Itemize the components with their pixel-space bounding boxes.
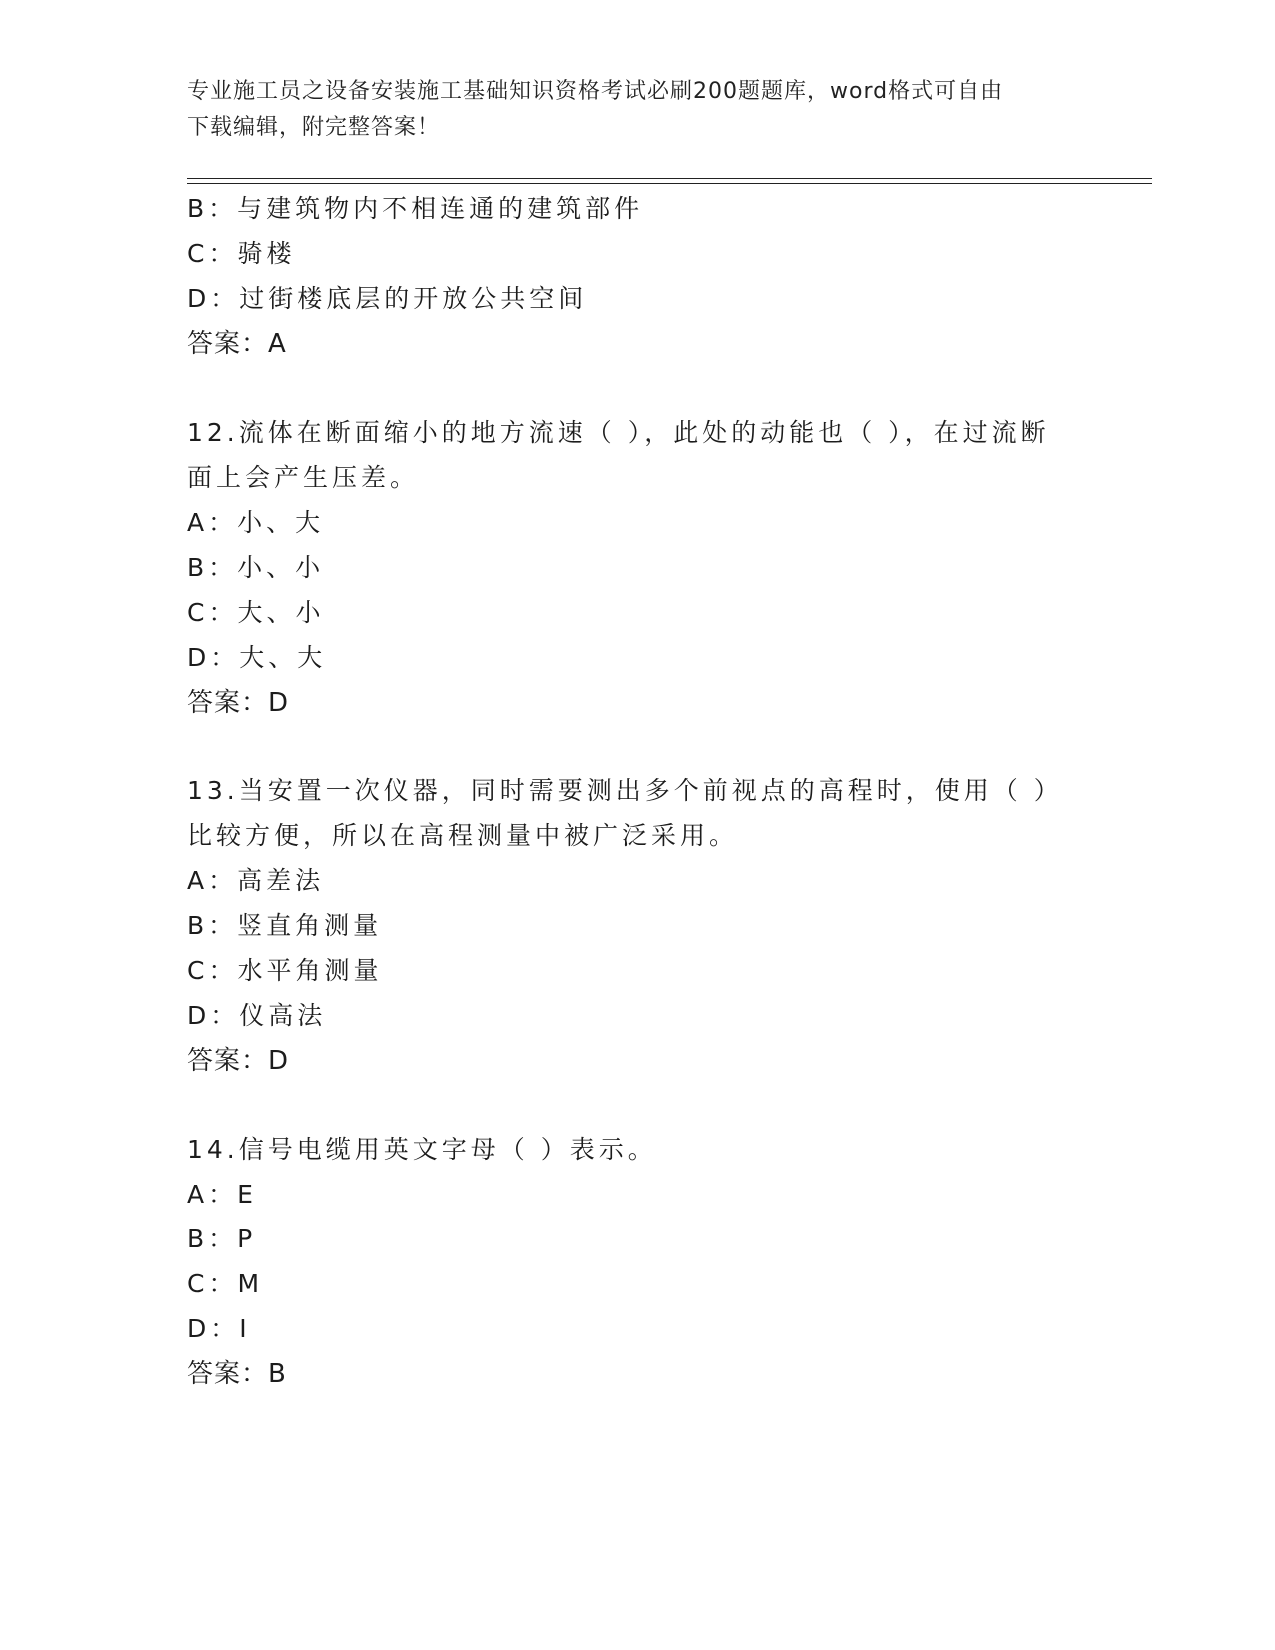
q12-option-a: A：小、大 (187, 508, 325, 537)
q14-answer: 答案：B (187, 1359, 287, 1389)
q12-option-b: B：小、小 (187, 553, 325, 582)
q13-stem-line-1: 13.当安置一次仪器，同时需要测出多个前视点的高程时，使用（ ） (187, 776, 1063, 805)
header-line-2: 下载编辑，附完整答案！ (187, 115, 441, 140)
q14-option-c: C：M (187, 1269, 264, 1298)
q13-stem-line-2: 比较方便，所以在高程测量中被广泛采用。 (187, 821, 739, 850)
q14-option-b: B：P (187, 1224, 257, 1253)
q14-stem-line-1: 14.信号电缆用英文字母（ ）表示。 (187, 1135, 657, 1164)
q13-option-b: B：竖直角测量 (187, 911, 383, 940)
header-divider-top (187, 178, 1152, 179)
q13-option-d: D：仪高法 (187, 1001, 327, 1030)
q13-option-c: C：水平角测量 (187, 956, 383, 985)
q12-stem-line-1: 12.流体在断面缩小的地方流速（ ），此处的动能也（ ），在过流断 (187, 418, 1050, 447)
q12-option-c: C：大、小 (187, 598, 325, 627)
header-divider-bottom (187, 183, 1152, 184)
q12-answer: 答案：D (187, 688, 290, 718)
prev-option-b: B：与建筑物内不相连通的建筑部件 (187, 194, 644, 223)
document-header (187, 74, 1067, 146)
prev-answer: 答案：A (187, 329, 287, 359)
header-line-1: 专业施工员之设备安装施工基础知识资格考试必刷200题题库，word格式可自由 (187, 79, 1004, 104)
q14-option-a: A：E (187, 1180, 257, 1209)
prev-option-c: C：骑楼 (187, 239, 296, 268)
q13-option-a: A：高差法 (187, 866, 325, 895)
prev-option-d: D：过街楼底层的开放公共空间 (187, 284, 588, 313)
q12-option-d: D：大、大 (187, 643, 327, 672)
q14-option-d: D：I (187, 1314, 251, 1343)
q12-stem-line-2: 面上会产生压差。 (187, 463, 420, 492)
q13-answer: 答案：D (187, 1046, 290, 1076)
